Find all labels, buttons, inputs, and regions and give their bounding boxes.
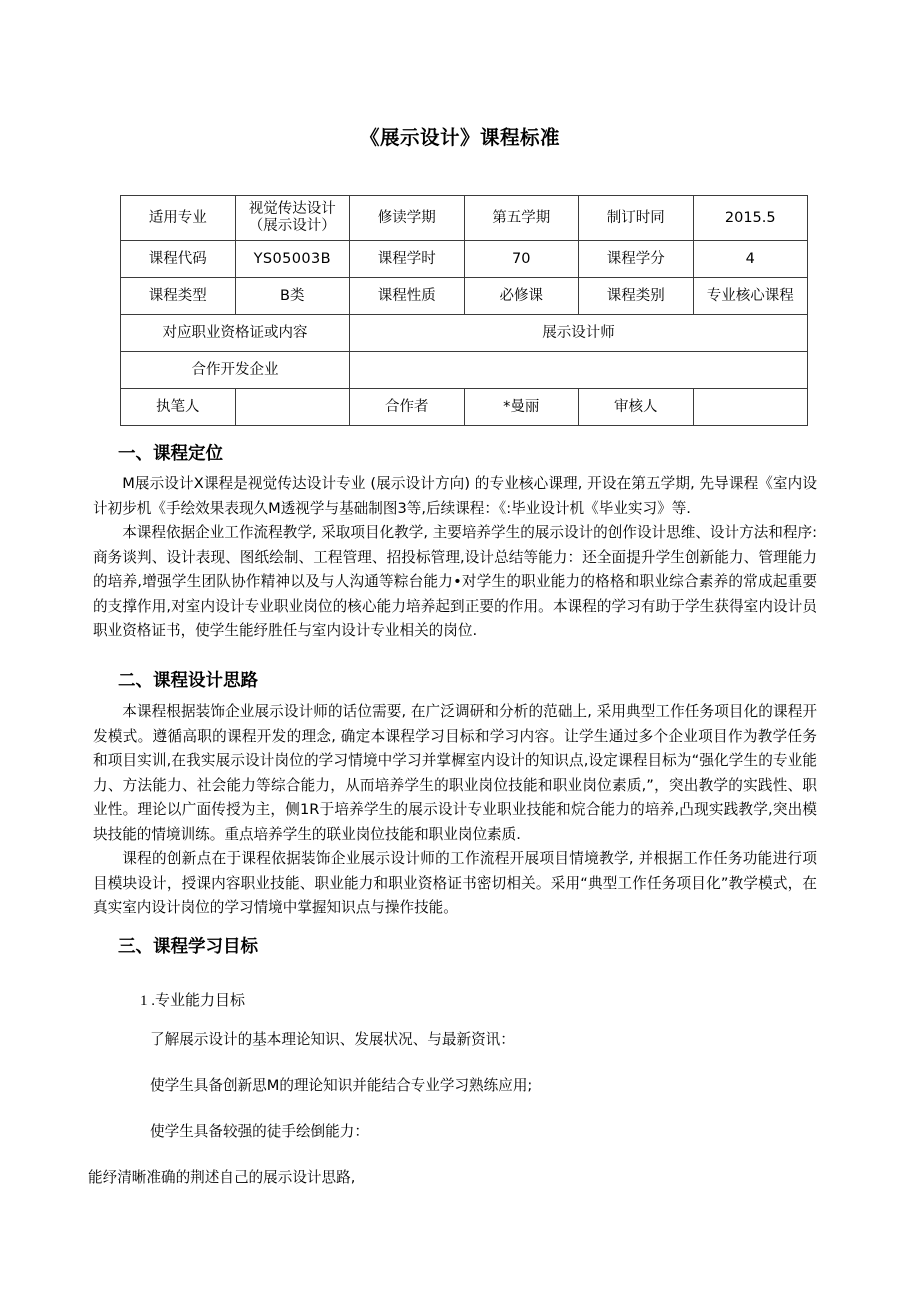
table-cell-study-term-label: 修读学期 <box>350 196 465 241</box>
table-cell-course-type-label: 课程类型 <box>121 278 236 315</box>
paragraph: 本课程依据企业工作流程教学, 采取项目化教学, 主要培养学生的展示设计的创作设计思维、设计方法和程序:商务谈判、设计表现、图纸绘制、工程管理、招投标管理,设计总结等能力：还全面提升学生创新能力、管理能力的培养,增强学生团队协作精神以及与人沟通等粽台能力•对学生的职业能力的格格和职业综合素养的常成起重要的支撑作用,对室内设计专业职业岗位的核心能力培养起到正要的作用。本课程的学习有助于学生获得室内设计员职业资格证书，使学生能纾胜任与室内设计专业相关的岗位. <box>93 524 817 639</box>
table-row <box>121 315 808 352</box>
table-cell-course-hours-value: 70 <box>464 241 579 278</box>
list-item: 使学生具备较强的徒手绘倒能力： <box>150 1123 369 1140</box>
table-row <box>121 389 808 426</box>
table-cell-course-type-value: B类 <box>235 278 350 315</box>
table-cell-course-hours-label: 课程学时 <box>350 241 465 278</box>
section-body-design-approach <box>93 700 817 921</box>
table-cell-applicable-major-label: 适用专业 <box>121 196 236 241</box>
list-item: 了解展示设计的基本理论知识、发展状况、与最新资讯： <box>150 1031 515 1048</box>
section-body-course-positioning <box>93 472 817 644</box>
table-cell-applicable-major-value: 视觉传达设计（展示设计） <box>235 196 350 241</box>
list-item: 能纾清晰准确的荆述自己的展示设计思路, <box>88 1169 356 1186</box>
table-cell-course-credits-value: 4 <box>693 241 808 278</box>
table-cell-course-category-value: 专业核心课程 <box>693 278 808 315</box>
table-cell-course-code-label: 课程代码 <box>121 241 236 278</box>
table-cell-collaborator-label: 合作者 <box>350 389 465 426</box>
table-row <box>121 278 808 315</box>
table-cell-certificate-value: 展示设计师 <box>350 315 808 352</box>
table-cell-revision-date-label: 制订时同 <box>579 196 694 241</box>
course-info-table <box>120 195 808 426</box>
table-cell-course-nature-value: 必修课 <box>464 278 579 315</box>
paragraph: 本课程根据装饰企业展示设计师的话位需要, 在广泛调研和分析的范础上, 采用典型工作任务项目化的课程开发模式。遵循高职的课程开发的理念, 确定本课程学习目标和学习内容。让学生通过多个企业项目作为教学任务和项目实训,在我实展示设计岗位的学习情境中学习并掌樨室内设计的知识点,设定课程目标为“强化学生的专业能力、方法能力、社会能力等综合能力，从而培养学生的职业岗位技能和职业岗位素质,”，突出教学的实践性、职业性。理论以广面传授为主，侧1R于培养学生的展示设计专业职业技能和烷合能力的培养,凸现实践教学,突出模块技能的情境训练。重点培养学生的联业岗位技能和职业岗位素质. <box>93 703 817 843</box>
table-cell-course-code-value: YS05003B <box>235 241 350 278</box>
course-info-table-wrapper <box>120 195 808 426</box>
paragraph: 课程的创新点在于课程依据装饰企业展示设计师的工作流程开展项目情境教学, 并根据工作任务功能进行项目模块设计，授课内容职业技能、职业能力和职业资格证书密切相关。采用“典型工作任务项目化”教学模式，在真实室内设计岗位的学习情境中掌握知识点与操作技能。 <box>93 850 817 916</box>
section-heading-design-approach: 二、课程设计思路 <box>118 671 258 691</box>
table-cell-course-credits-label: 课程学分 <box>579 241 694 278</box>
table-cell-collaborator-value: *曼丽 <box>464 389 579 426</box>
section-heading-learning-objectives: 三、课程学习目标 <box>118 937 258 957</box>
table-row <box>121 241 808 278</box>
table-cell-revision-date-value: 2015.5 <box>693 196 808 241</box>
table-row <box>121 196 808 241</box>
section-heading-course-positioning: 一、课程定位 <box>118 444 223 464</box>
table-cell-certificate-label: 对应职业资格证或内容 <box>121 315 350 352</box>
table-row <box>121 352 808 389</box>
table-cell-study-term-value: 第五学期 <box>464 196 579 241</box>
table-cell-course-nature-label: 课程性质 <box>350 278 465 315</box>
paragraph: M展示设计X课程是视觉传达设计专业 (展示设计方向) 的专业核心课理, 开设在第五学期, 先导课程《室内设计初步机《手绘效果表现久M透视学与基础制图3等,后续课程：《:毕业设计机《毕业实习》等. <box>93 475 817 517</box>
table-cell-reviewer-label: 审核人 <box>579 389 694 426</box>
subsection-label-professional-ability: 1 .专业能力目标 <box>140 993 246 1009</box>
table-cell-partner-enterprise-value <box>350 352 808 389</box>
table-cell-partner-enterprise-label: 合作开发企业 <box>121 352 350 389</box>
list-item: 使学生具备创新思M的理论知识并能结合专业学习熟练应用; <box>150 1077 533 1094</box>
table-cell-course-category-label: 课程类别 <box>579 278 694 315</box>
table-cell-reviewer-value <box>693 389 808 426</box>
page-title: 《展示设计》课程标准 <box>359 126 560 149</box>
table-cell-author-label: 执笔人 <box>121 389 236 426</box>
table-cell-author-value <box>235 389 350 426</box>
